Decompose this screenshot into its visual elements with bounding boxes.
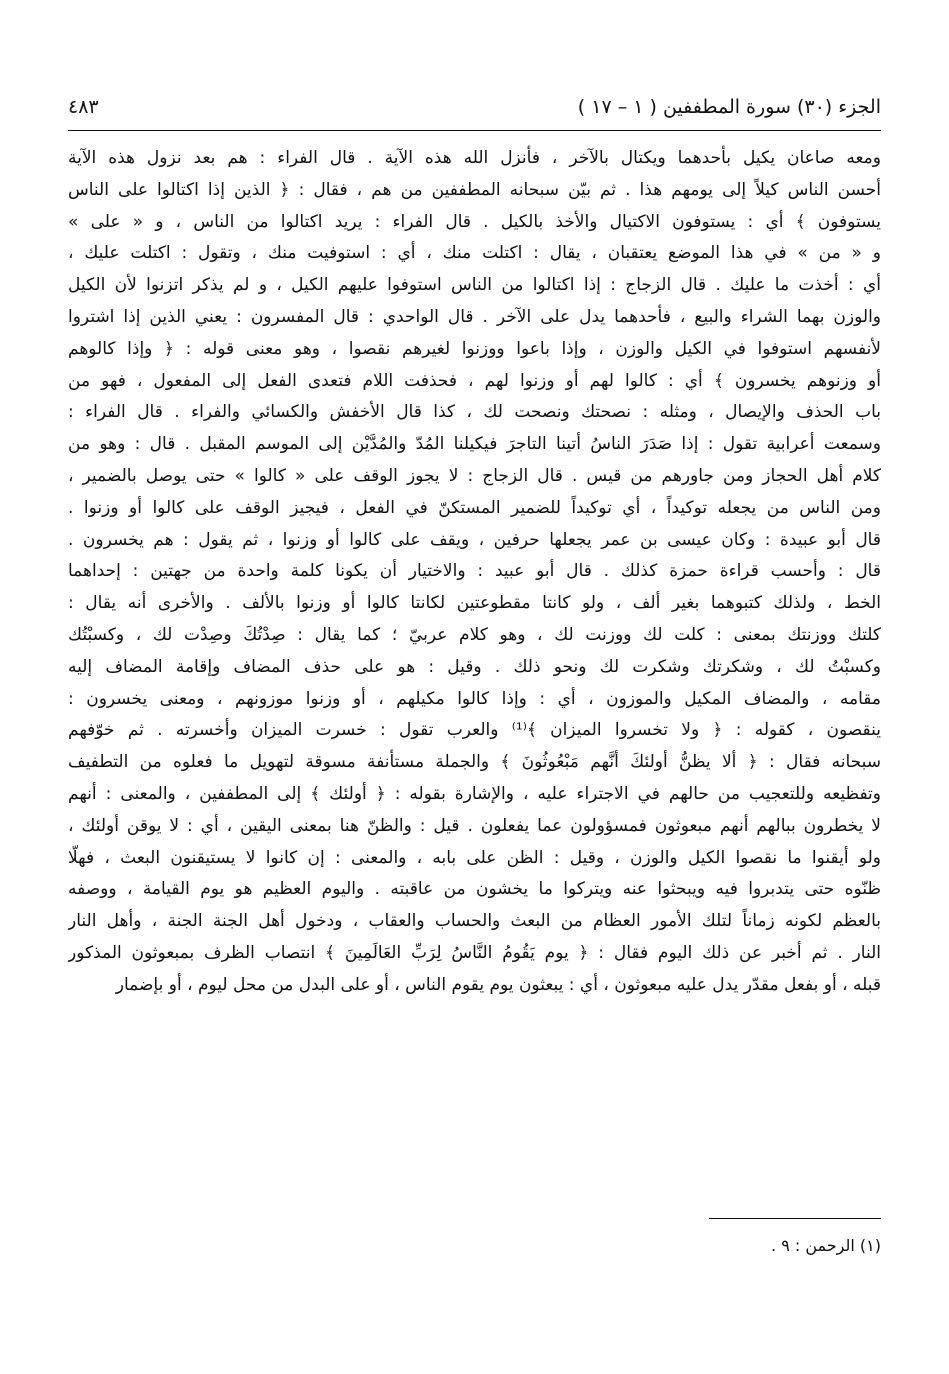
text-line: الخط ، ولذلك كتبوهما بغير ألف ، ولو كانتا مقطوعتين لكانتا كالوا أو وزنوا بالألف . والأخرى أنه يقال :	[68, 593, 881, 614]
text-line: وكسبْتُ لك ، وشكرتك وشكرت لك ونحو ذلك . وقيل : هو على حذف المضاف وإقامة المضاف إليه	[68, 656, 881, 677]
text-line: و « من » في هذا الموضع يعتقبان ، يقال : اكتلت منك ، أي : استوفيت منك ، وتقول : اكتلت عليك ،	[68, 243, 881, 264]
header-divider	[68, 130, 881, 131]
text-line: لأنفسهم استوفوا في الكيل والوزن ، وإذا باعوا ووزنوا لغيرهم نقصوا ، وهو معنى قوله : ﴿ وإذا كالوهم	[68, 338, 881, 359]
text-line: ومن الناس من يجعله توكيداً ، أي توكيداً للضمير المستكنّ في الفعل ، فيجيز الوقف على كالوا أو وزنوا .	[68, 497, 881, 518]
footnote-divider	[709, 1218, 881, 1219]
running-title: الجزء (٣٠) سورة المطففين ( ١ – ١٧ )	[577, 96, 881, 118]
text-line: ومعه صاعان يكيل بأحدهما ويكتال بالآخر ، فأنزل الله هذه الآية . قال الفراء : هم بعد نزول هذه الآية	[68, 148, 881, 168]
text-line: كلام أهل الحجاز ومن جاورهم من قيس . قال الزجاج : لا يجوز الوقف على « كالوا » حتى يوصل بالضمير ،	[68, 465, 881, 486]
text-line: قال : وأحسب قراءة حمزة كذلك . قال أبو عبيد : والاختيار أن يكونا كلمة واحدة من جهتين : إحداهما	[68, 561, 881, 582]
text-line: سبحانه فقال : ﴿ ألا يظنُّ أولئكَ أنَّهم مَبْعُوثُونَ ﴾ والجملة مستأنفة مسوقة لتهويل ما فعلوه من التطفيف	[68, 752, 881, 773]
text-line: ولو أيقنوا ما نقصوا الكيل والوزن ، وقيل : الظن على بابه ، والمعنى : إن كانوا لا يستيقنون البعث ، فهلّا	[68, 847, 881, 868]
commentary-text	[68, 143, 881, 1002]
text-line: كلتك ووزنتك بمعنى : كلت لك ووزنت لك ، وهو كلام عربيّ ؛ كما يقال : صِدْتُكَ وصِدْت لك ، وكسبْتُك	[68, 624, 881, 645]
text-line: قبله ، أو بفعل مقدّر يدل عليه مبعوثون ، أي : يبعثون يوم يقوم الناس ، أو على البدل من محل ليوم ، أو بإضمار	[115, 974, 881, 995]
footnote: (١) الرحمن : ٩ .	[771, 1236, 881, 1255]
text-line: أو وزنوهم يخسرون ﴾ أي : كالوا لهم أو وزنوا لهم ، فحذفت اللام فتعدى الفعل إلى المفعول ، فهو من	[68, 370, 881, 391]
text-line: لا يخطرون ببالهم أنهم مبعوثون فمسؤولون عما يفعلون . قيل : والظنّ هنا بمعنى اليقين ، أي : لا يوقن أولئك ،	[68, 815, 881, 836]
text-line: باب الحذف والإيصال ، ومثله : نصحتك ونصحت لك ، كذا قال الأخفش والكسائي والفراء . قال الفراء :	[68, 402, 881, 423]
text-line: وسمعت أعرابية تقول : إذا صَدَرَ الناسُ أتينا التاجرَ فيكيلنا المُدّ والمُدَّيْن إلى الموسم المقبل . قال : وهو من	[68, 434, 881, 455]
text-line: أحسن الناس كيلاً إلى يومهم هذا . ثم بيّن سبحانه المطففين من هم ، فقال : ﴿ الذين إذا اكتالوا على الناس	[68, 179, 881, 200]
text-line: وتفظيعه وللتعجيب من حالهم في الاجتراء عليه ، والإشارة بقوله : ﴿ أولئك ﴾ إلى المطففين ، والمعنى : أنهم	[68, 783, 881, 804]
text-line: أي : أخذت ما عليك . قال الزجاج : إذا اكتالوا من الناس استوفوا عليهم الكيل ، و لم يذكر اتزنوا لأن الكيل	[68, 275, 881, 296]
page-header	[68, 92, 881, 130]
text-line: ينقصون ، كقوله : ﴿ ولا تخسروا الميزان ﴾⁽¹⁾ والعرب تقول : خسرت الميزان وأخسرته . ثم خوّفهم	[68, 720, 881, 741]
text-line: قال أبو عبيدة : وكان عيسى بن عمر يجعلها حرفين ، ويقف على كالوا أو وزنوا ، ثم يقول : هم يخسرون .	[68, 529, 881, 550]
page-number: ٤٨٣	[68, 96, 99, 118]
text-line: بالعظم لكونه زماناً لتلك الأمور العظام من البعث والحساب والعقاب ، ودخول أهل الجنة الجنة ، وأهل النار	[68, 911, 881, 932]
text-line: مقامه ، والمضاف المكيل والموزون ، أي : وإذا كالوا مكيلهم ، أو وزنوا موزونهم ، ومعنى يخسرون :	[68, 688, 881, 709]
text-line: ظنّوه حتى يتدبروا فيه ويبحثوا عنه ويتركوا ما يخشون من عاقبته . واليوم العظيم هو يوم القيامة ، ووصفه	[68, 879, 881, 900]
text-line: النار . ثم أخبر عن ذلك اليوم فقال : ﴿ يوم يَقُومُ النَّاسُ لِرَبِّ العَالَمِينَ ﴾ انتصاب الظرف بمبعوثون المذكور	[68, 942, 881, 963]
text-line: يستوفون ﴾ أي : يستوفون الاكتيال والأخذ بالكيل . قال الفراء : يريد اكتالوا من الناس ، و « على »	[68, 211, 881, 232]
text-line: والوزن بهما الشراء والبيع ، فأحدهما يدل على الآخر . قال الواحدي : قال المفسرون : يعني الذين إذا اشتروا	[68, 306, 881, 327]
